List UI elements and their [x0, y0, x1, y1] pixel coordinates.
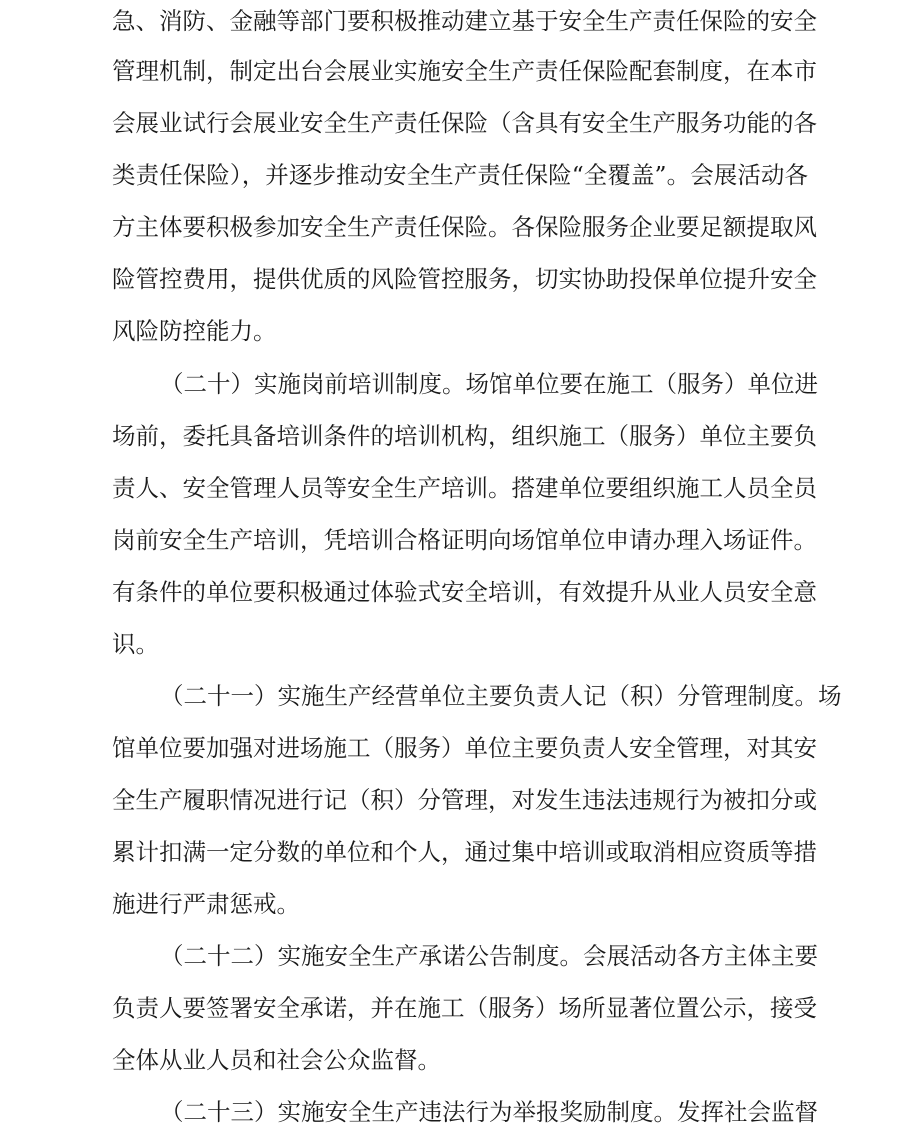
text-line: （二十二）实施安全生产承诺公告制度。会展活动各方主体主要: [160, 942, 818, 970]
text-line: 险管控费用，提供优质的风险管控服务，切实协助投保单位提升安全: [112, 265, 817, 293]
text-line: 累计扣满一定分数的单位和个人，通过集中培训或取消相应资质等措: [112, 838, 817, 866]
text-line: 岗前安全生产培训，凭培训合格证明向场馆单位申请办理入场证件。: [112, 526, 817, 554]
text-line: 有条件的单位要积极通过体验式安全培训，有效提升从业人员安全意: [112, 578, 817, 606]
text-line: 风险防控能力。: [112, 317, 277, 345]
text-line: 负责人要签署安全承诺，并在施工（服务）场所显著位置公示，接受: [112, 994, 817, 1022]
text-line: 馆单位要加强对进场施工（服务）单位主要负责人安全管理，对其安: [112, 734, 817, 762]
text-line: 识。: [112, 630, 159, 658]
text-line: 类责任保险），并逐步推动安全生产责任保险“全覆盖”。会展活动各: [112, 161, 808, 189]
text-line: 会展业试行会展业安全生产责任保险（含具有安全生产服务功能的各: [112, 109, 817, 137]
text-line: （二十一）实施生产经营单位主要负责人记（积）分管理制度。场: [160, 682, 842, 710]
text-line: 全生产履职情况进行记（积）分管理，对发生违法违规行为被扣分或: [112, 786, 817, 814]
text-line: 场前，委托具备培训条件的培训机构，组织施工（服务）单位主要负: [112, 422, 817, 450]
text-line: （二十）实施岗前培训制度。场馆单位要在施工（服务）单位进: [160, 370, 818, 398]
text-line: （二十三）实施安全生产违法行为举报奖励制度。发挥社会监督: [160, 1098, 818, 1126]
text-line: 管理机制，制定出台会展业实施安全生产责任保险配套制度，在本市: [112, 57, 817, 85]
text-line: 方主体要积极参加安全生产责任保险。各保险服务企业要足额提取风: [112, 213, 817, 241]
text-line: 责人、安全管理人员等安全生产培训。搭建单位要组织施工人员全员: [112, 474, 817, 502]
text-line: 全体从业人员和社会公众监督。: [112, 1046, 441, 1074]
text-line: 施进行严肃惩戒。: [112, 890, 300, 918]
text-line: 急、消防、金融等部门要积极推动建立基于安全生产责任保险的安全: [112, 7, 817, 35]
